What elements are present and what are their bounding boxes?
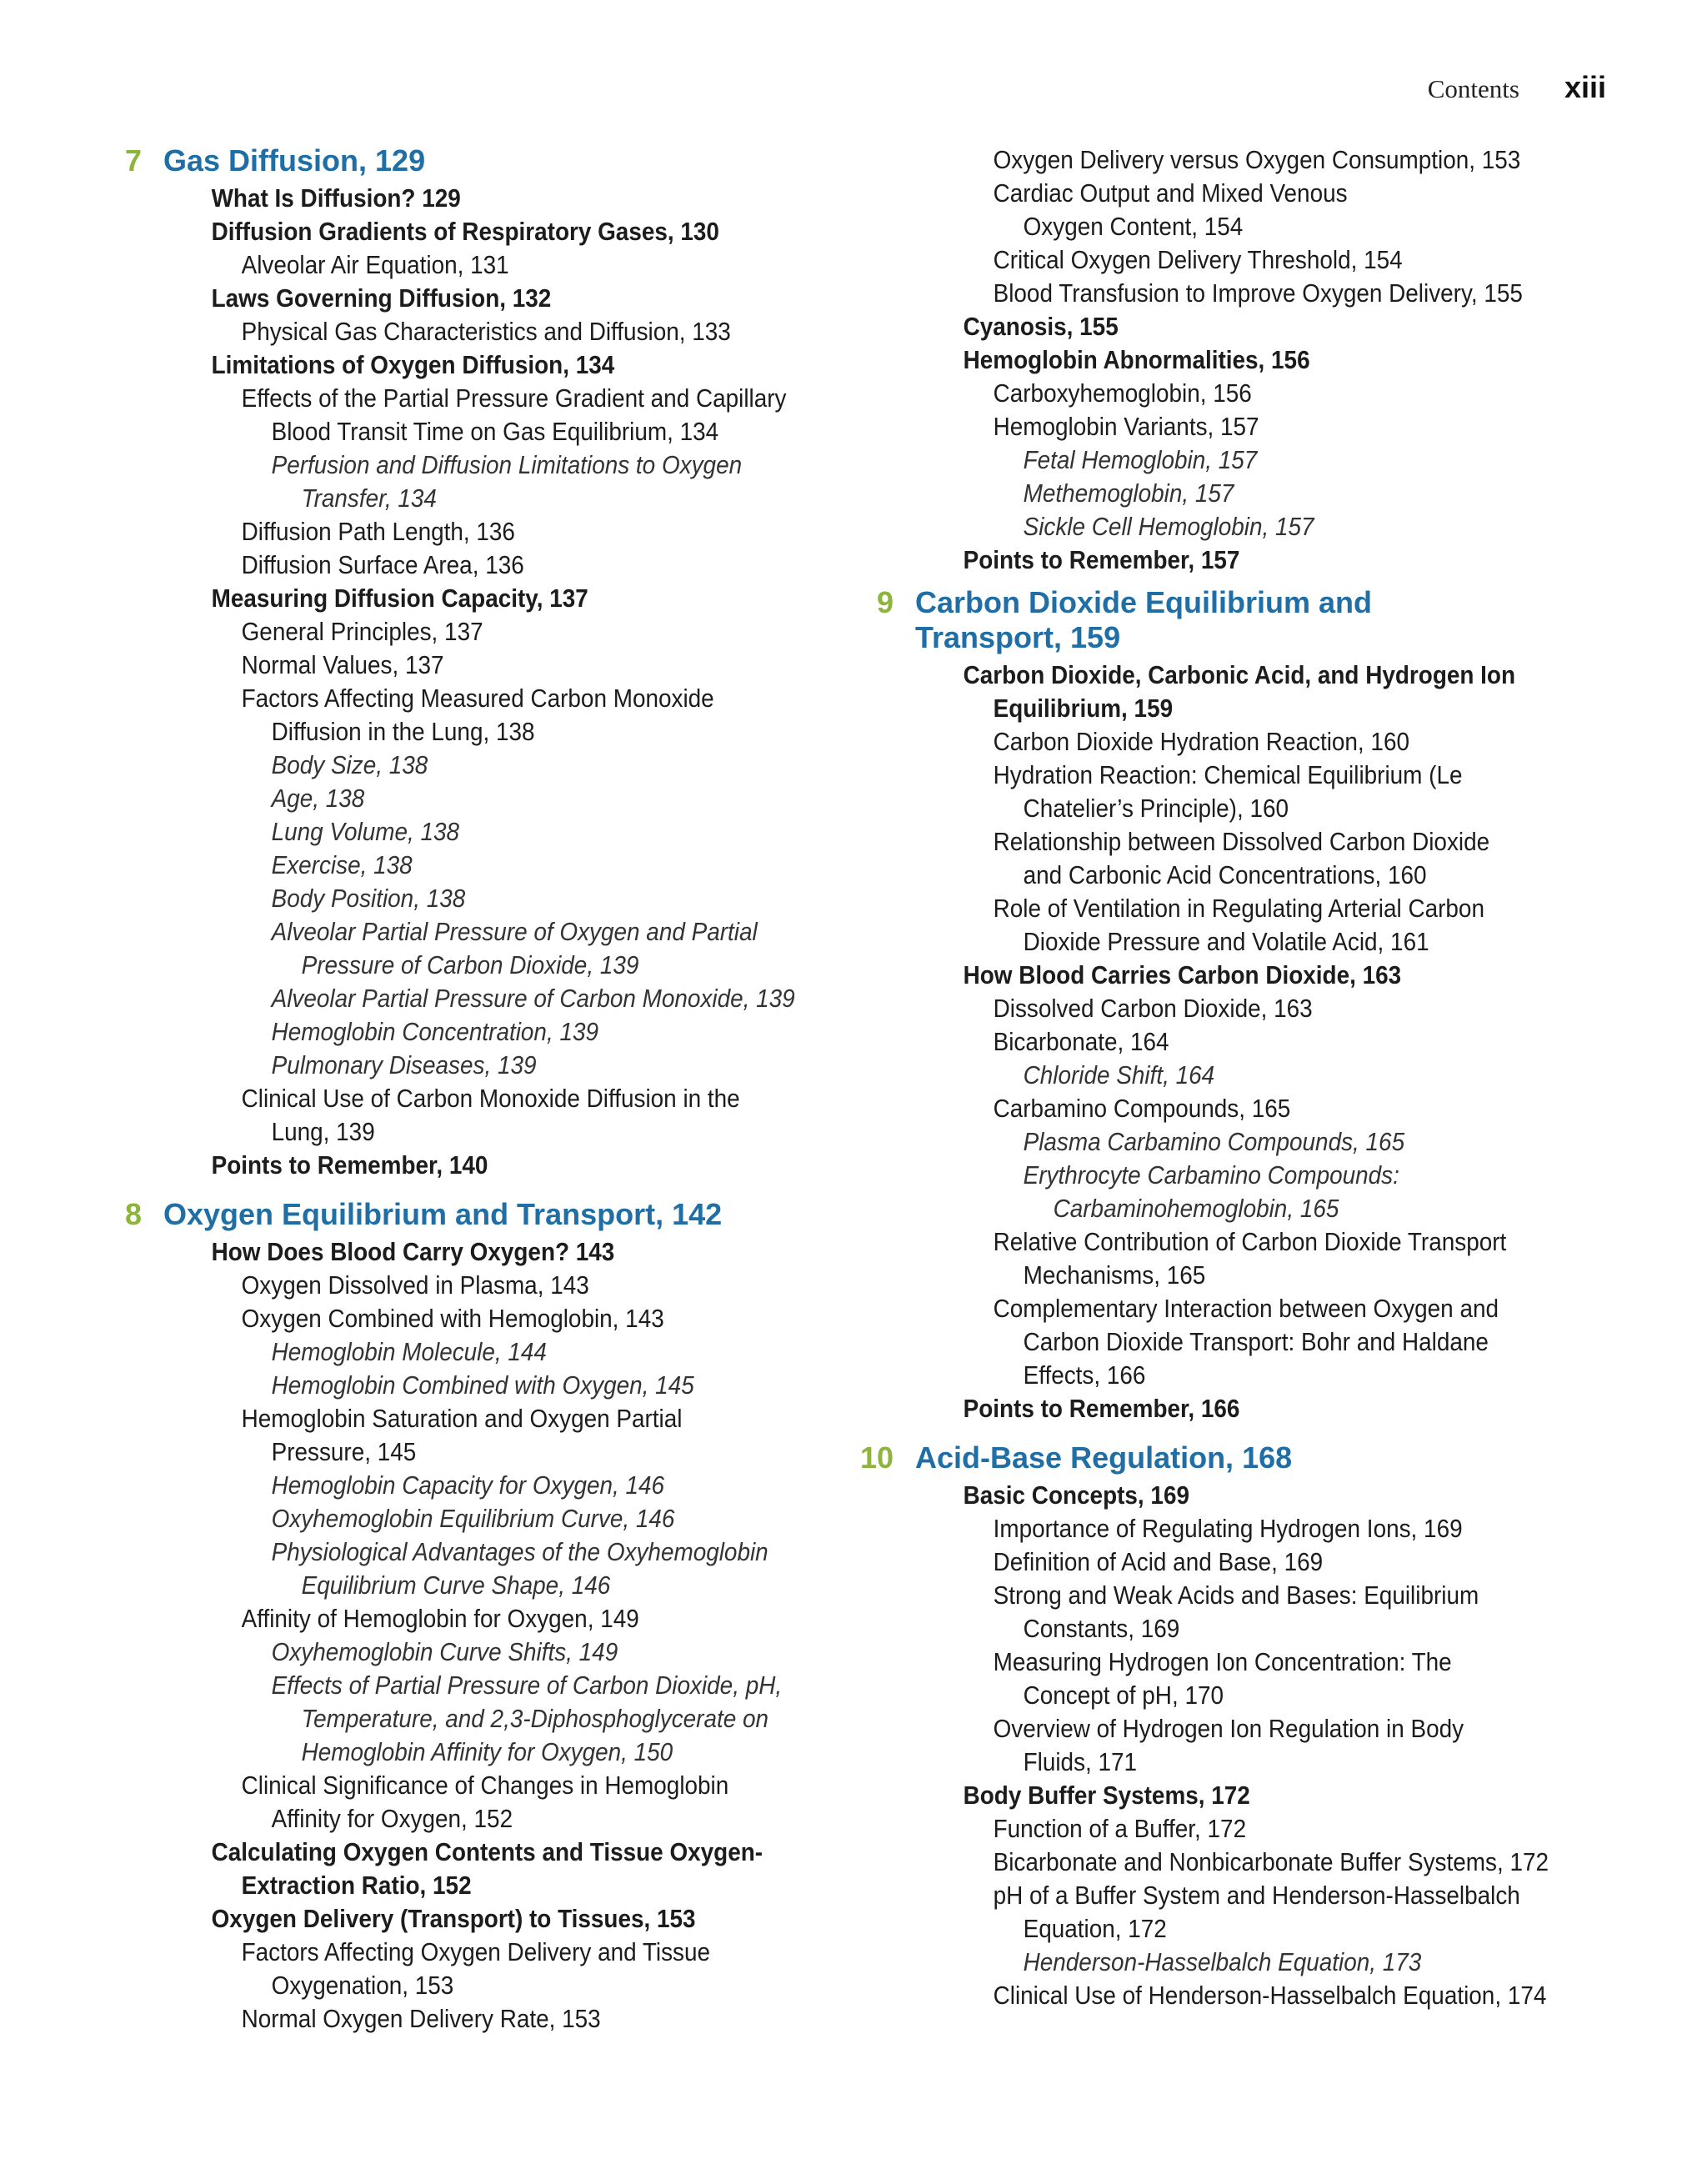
running-header [1428,70,1606,105]
chapter-heading [124,143,872,178]
chapter-entries [915,659,1632,1425]
toc-entry-continuation[interactable]: Oxygen Content, 154 [1023,212,1244,241]
toc-entry[interactable]: Erythrocyte Carbamino Compounds: [1023,1160,1399,1190]
toc-entry[interactable]: Dissolved Carbon Dioxide, 163 [993,994,1313,1023]
toc-entry[interactable]: What Is Diffusion? 129 [211,183,461,213]
chapter-9 [876,585,1632,1425]
toc-entry-continuation[interactable]: Dioxide Pressure and Volatile Acid, 161 [1023,927,1429,956]
chapter-entries [163,1235,872,2036]
toc-entry[interactable]: Limitations of Oxygen Diffusion, 134 [211,350,615,379]
toc-entry[interactable]: Hemoglobin Capacity for Oxygen, 146 [271,1470,665,1500]
toc-entry[interactable]: Chloride Shift, 164 [1023,1060,1215,1089]
toc-entry-continuation[interactable]: Constants, 169 [1023,1614,1180,1643]
chapter-entries [915,1479,1632,2012]
toc-entry[interactable]: Hemoglobin Combined with Oxygen, 145 [271,1370,694,1400]
toc-entry-continuation[interactable]: Carbaminohemoglobin, 165 [1053,1194,1339,1223]
toc-entry-continuation[interactable]: Fluids, 171 [1023,1747,1138,1776]
toc-entry-continuation[interactable]: Pressure, 145 [271,1437,417,1466]
toc-entry-continuation[interactable]: Concept of pH, 170 [1023,1681,1224,1710]
toc-entry[interactable]: Diffusion Path Length, 136 [241,517,515,546]
toc-entry[interactable]: Body Size, 138 [271,750,428,779]
toc-entry[interactable]: Clinical Significance of Changes in Hemoglobin [241,1771,729,1800]
chapter-number: 10 [859,1440,894,1475]
chapter-7 [124,143,872,1182]
toc-entry[interactable]: Alveolar Partial Pressure of Oxygen and Partial [271,917,758,946]
toc-entry[interactable]: Oxygen Combined with Hemoglobin, 143 [241,1304,664,1333]
toc-entry[interactable]: General Principles, 137 [241,617,483,646]
toc-entry[interactable]: Carbamino Compounds, 165 [993,1094,1291,1123]
chapter-heading [876,585,1632,655]
chapter-title[interactable]: Oxygen Equilibrium and Transport, 142 [163,1197,723,1231]
toc-entry-continuation[interactable]: Blood Transit Time on Gas Equilibrium, 134 [271,417,719,446]
chapter-number: 8 [124,1197,142,1231]
toc-entry[interactable]: Pulmonary Diseases, 139 [271,1050,537,1079]
continued-entries [915,143,1632,577]
toc-entry[interactable]: How Does Blood Carry Oxygen? 143 [211,1237,615,1266]
toc-entry[interactable]: Effects of the Partial Pressure Gradient and Capillary [241,383,787,413]
toc-entry[interactable]: Factors Affecting Oxygen Delivery and Tissue [241,1937,711,1966]
page-number: xiii [1564,70,1606,104]
chapter-title[interactable]: Acid-Base Regulation, 168 [915,1440,1293,1475]
toc-entry-continuation[interactable]: Equilibrium, 159 [993,694,1174,723]
toc-entry[interactable]: Normal Oxygen Delivery Rate, 153 [241,2004,601,2033]
toc-entry[interactable]: Calculating Oxygen Contents and Tissue Oxygen- [211,1837,763,1866]
toc-entry[interactable]: Diffusion Gradients of Respiratory Gases, 130 [211,217,719,246]
toc-entry[interactable]: Body Buffer Systems, 172 [963,1781,1250,1810]
toc-entry-continuation[interactable]: Pressure of Carbon Dioxide, 139 [301,950,639,979]
toc-entry[interactable]: Carbon Dioxide Hydration Reaction, 160 [993,727,1409,756]
toc-entry[interactable]: Carboxyhemoglobin, 156 [993,378,1252,408]
toc-entry[interactable]: Importance of Regulating Hydrogen Ions, 169 [993,1514,1463,1543]
toc-entry[interactable]: Blood Transfusion to Improve Oxygen Delivery, 155 [993,278,1523,308]
toc-entry[interactable]: Hemoglobin Variants, 157 [993,412,1259,441]
toc-entry[interactable]: Body Position, 138 [271,884,466,913]
toc-entry[interactable]: Laws Governing Diffusion, 132 [211,283,552,313]
toc-entry-continuation[interactable]: and Carbonic Acid Concentrations, 160 [1023,860,1427,889]
toc-entry[interactable]: How Blood Carries Carbon Dioxide, 163 [963,960,1402,989]
chapter-title-line: Carbon Dioxide Equilibrium and [915,585,1373,619]
toc-entry[interactable]: Points to Remember, 166 [963,1394,1240,1423]
toc-entry[interactable]: Lung Volume, 138 [271,817,460,846]
toc-entry-continuation[interactable]: Carbon Dioxide Transport: Bohr and Haldane [1023,1327,1489,1356]
chapter-8 [124,1197,872,2036]
toc-entry[interactable]: Affinity of Hemoglobin for Oxygen, 149 [241,1604,639,1633]
toc-entry[interactable]: Physiological Advantages of the Oxyhemoglobin [271,1537,768,1566]
toc-entry-continuation[interactable]: Diffusion in the Lung, 138 [271,717,535,746]
toc-entry[interactable]: Bicarbonate, 164 [993,1027,1169,1056]
toc-entry-continuation[interactable]: Chatelier’s Principle), 160 [1023,794,1289,823]
toc-entry[interactable]: Normal Values, 137 [241,650,444,679]
toc-entry[interactable]: Age, 138 [271,784,365,813]
toc-entry[interactable]: Clinical Use of Henderson-Hasselbalch Equation, 174 [993,1981,1547,2010]
toc-entry[interactable]: Diffusion Surface Area, 136 [241,550,524,579]
toc-entry[interactable]: Physical Gas Characteristics and Diffusion, 133 [241,317,731,346]
toc-entry[interactable]: Cardiac Output and Mixed Venous [993,178,1348,208]
chapter-number: 7 [124,143,142,178]
toc-entry[interactable]: Alveolar Partial Pressure of Carbon Monoxide, 139 [271,984,795,1013]
chapter-entries [163,182,872,1182]
toc-right-column [859,143,1632,2019]
toc-entry[interactable]: Hemoglobin Saturation and Oxygen Partial [241,1404,683,1433]
toc-entry[interactable]: Measuring Hydrogen Ion Concentration: The [993,1647,1452,1676]
toc-entry-continuation[interactable]: Hemoglobin Affinity for Oxygen, 150 [301,1737,673,1766]
chapter-number: 9 [876,585,894,619]
toc-entry[interactable]: Fetal Hemoglobin, 157 [1023,445,1258,474]
chapter-10 [859,1440,1632,2012]
toc-entry[interactable]: Oxyhemoglobin Equilibrium Curve, 146 [271,1504,675,1533]
toc-entry[interactable]: Oxygen Delivery (Transport) to Tissues, 153 [211,1904,696,1933]
toc-entry[interactable]: Strong and Weak Acids and Bases: Equilibrium [993,1580,1479,1610]
toc-entry[interactable]: Oxygen Delivery versus Oxygen Consumption, 153 [993,145,1521,174]
toc-entry-continuation[interactable]: Lung, 139 [271,1117,375,1146]
toc-entry[interactable]: Cyanosis, 155 [963,312,1119,341]
chapter-title[interactable]: Gas Diffusion, 129 [163,143,426,178]
toc-left-column [124,143,872,2042]
toc-entry-continuation[interactable]: Extraction Ratio, 152 [241,1871,472,1900]
toc-entry[interactable]: Hemoglobin Concentration, 139 [271,1017,598,1046]
toc-entry[interactable]: Oxyhemoglobin Curve Shifts, 149 [271,1637,618,1666]
toc-entry[interactable]: Sickle Cell Hemoglobin, 157 [1023,512,1314,541]
toc-entry[interactable]: Complementary Interaction between Oxygen and [993,1294,1499,1323]
toc-entry[interactable]: Points to Remember, 157 [963,545,1240,574]
toc-entry[interactable]: Perfusion and Diffusion Limitations to Oxygen [271,450,743,479]
toc-entry-continuation[interactable]: Effects, 166 [1023,1360,1146,1390]
toc-entry[interactable]: pH of a Buffer System and Henderson-Hasselbalch [993,1881,1520,1910]
toc-entry[interactable]: Role of Ventilation in Regulating Arterial Carbon [993,894,1484,923]
toc-entry[interactable]: Carbon Dioxide, Carbonic Acid, and Hydrogen Ion [963,660,1516,689]
toc-entry[interactable]: Oxygen Dissolved in Plasma, 143 [241,1270,589,1300]
toc-entry[interactable]: Measuring Diffusion Capacity, 137 [211,584,588,613]
toc-entry-continuation[interactable]: Affinity for Oxygen, 152 [271,1804,513,1833]
toc-entry-continuation[interactable]: Mechanisms, 165 [1023,1260,1206,1290]
toc-entry[interactable]: Definition of Acid and Base, 169 [993,1547,1324,1576]
toc-entry[interactable]: Points to Remember, 140 [211,1150,488,1180]
toc-entry[interactable]: Basic Concepts, 169 [963,1480,1189,1510]
toc-entry[interactable]: Plasma Carbamino Compounds, 165 [1023,1127,1405,1156]
toc-entry-continuation[interactable]: Temperature, and 2,3-Diphosphoglycerate on [301,1704,769,1733]
toc-entry[interactable]: Exercise, 138 [271,850,413,879]
running-header-label: Contents [1427,74,1519,103]
toc-entry[interactable]: Alveolar Air Equation, 131 [241,250,509,279]
toc-entry-continuation[interactable]: Oxygenation, 153 [271,1971,454,2000]
chapter-title[interactable] [915,585,1372,655]
chapter-heading [124,1197,872,1232]
toc-entry[interactable]: Hydration Reaction: Chemical Equilibrium (Le [993,760,1463,789]
toc-entry[interactable]: Relationship between Dissolved Carbon Dioxide [993,827,1490,856]
toc-entry[interactable]: Hemoglobin Molecule, 144 [271,1337,547,1366]
toc-entry[interactable]: Factors Affecting Measured Carbon Monoxide [241,684,714,713]
toc-entry[interactable]: Effects of Partial Pressure of Carbon Dioxide, pH, [271,1671,783,1700]
toc-entry-continuation[interactable]: Equilibrium Curve Shape, 146 [301,1570,611,1600]
toc-entry-continuation[interactable]: Equation, 172 [1023,1914,1167,1943]
chapter-heading [859,1440,1632,1475]
toc-entry[interactable]: Critical Oxygen Delivery Threshold, 154 [993,245,1403,274]
toc-entry[interactable]: Relative Contribution of Carbon Dioxide Transport [993,1227,1507,1256]
toc-entry[interactable]: Overview of Hydrogen Ion Regulation in Body [993,1714,1464,1743]
toc-entry[interactable]: Henderson-Hasselbalch Equation, 173 [1023,1947,1422,1976]
chapter-title-line: Transport, 159 [915,620,1121,654]
toc-entry[interactable]: Bicarbonate and Nonbicarbonate Buffer Systems, 172 [993,1847,1549,1876]
toc-entry-continuation[interactable]: Transfer, 134 [301,483,437,513]
toc-entry[interactable]: Hemoglobin Abnormalities, 156 [963,345,1310,374]
toc-entry[interactable]: Function of a Buffer, 172 [993,1814,1247,1843]
toc-entry[interactable]: Clinical Use of Carbon Monoxide Diffusion in the [241,1084,740,1113]
toc-entry[interactable]: Methemoglobin, 157 [1023,478,1234,508]
